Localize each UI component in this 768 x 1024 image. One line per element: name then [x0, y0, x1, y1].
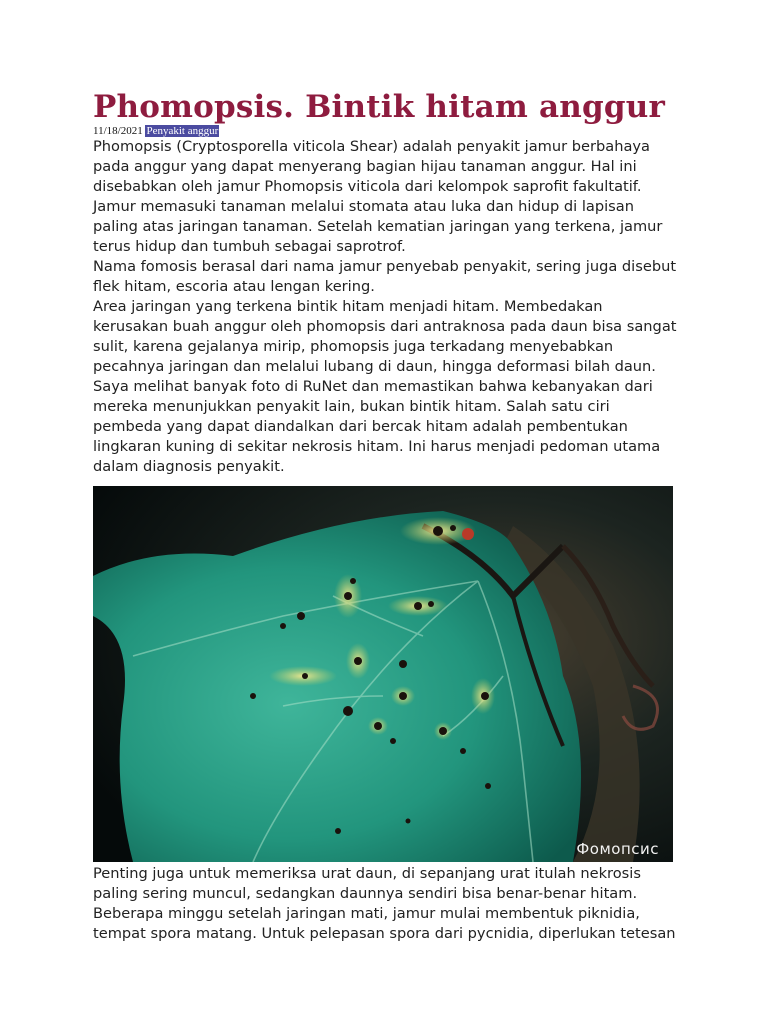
- article-date: 11/18/2021: [93, 125, 143, 137]
- article: [93, 88, 678, 944]
- article-title: Phomopsis. Bintik hitam anggur: [93, 89, 665, 125]
- paragraph-symptoms: Area jaringan yang terkena bintik hitam menjadi hitam. Membedakan kerusakan buah anggur oleh phomopsis dari antraknosa pada daun bisa sangat sulit, karena gejalanya mirip, phomopsis juga terkadang menyebabkan pecahnya jaringan dan melalui lubang di daun, hingga deformasi bilah daun. Saya melihat banyak foto di RuNet dan memastikan bahwa kebanyakan dari mereka menunjukkan penyakit lain, bukan bintik hitam. Salah satu ciri pembeda yang dapat diandalkan dari bercak hitam adalah pembentukan lingkaran kuning di sekitar nekrosis hitam. Ini harus menjadi pedoman utama dalam diagnosis penyakit.: [93, 298, 677, 475]
- leaf-illustration: [93, 486, 673, 862]
- article-meta: [93, 125, 678, 137]
- image-caption: Фомопсис: [576, 840, 659, 858]
- category-link[interactable]: Penyakit anggur: [146, 125, 219, 137]
- paragraph-veins: Penting juga untuk memeriksa urat daun, di sepanjang urat itulah nekrosis paling sering muncul, sedangkan daunnya sendiri bisa benar-benar hitam. Beberapa minggu setelah jaringan mati, jamur mulai membentuk piknidia, tempat spora matang. Untuk pelepasan spora dari pycnidia, diperlukan tetesan: [93, 865, 676, 942]
- paragraph-name: Nama fomosis berasal dari nama jamur penyebab penyakit, sering juga disebut flek hitam, escoria atau lengan kering.: [93, 258, 677, 295]
- leaf-photo: [93, 486, 673, 862]
- paragraph-intro: Phomopsis (Cryptosporella viticola Shear) adalah penyakit jamur berbahaya pada anggur yang dapat menyerang bagian hijau tanaman anggur. Hal ini disebabkan oleh jamur Phomopsis viticola dari kelompok saprofit fakultatif. Jamur memasuki tanaman melalui stomata atau luka dan hidup di lapisan paling atas jaringan tanaman. Setelah kematian jaringan yang terkena, jamur terus hidup dan tumbuh sebagai saprotrof.: [93, 138, 663, 255]
